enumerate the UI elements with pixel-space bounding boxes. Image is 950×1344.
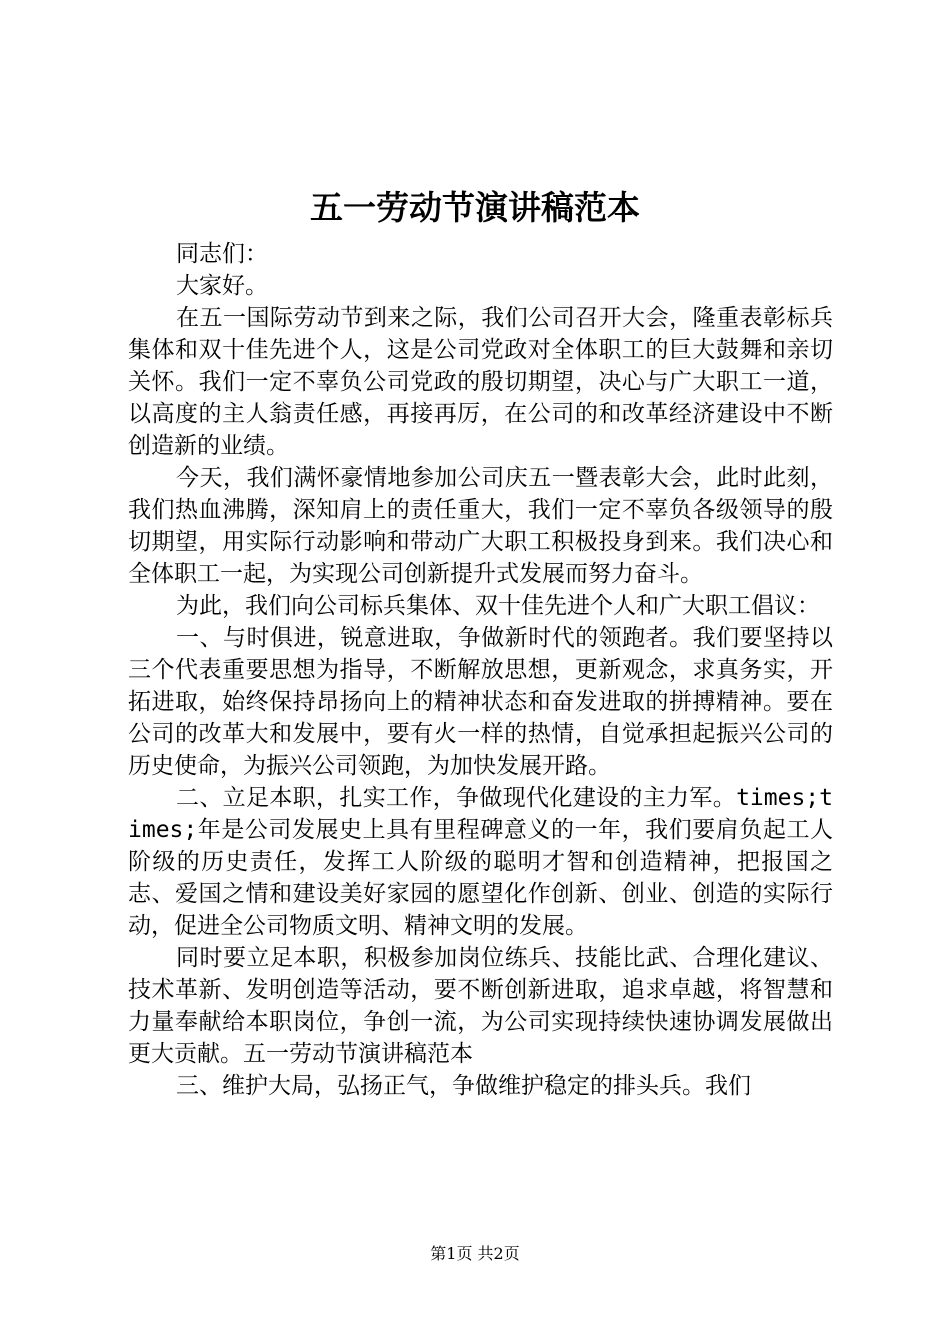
paragraph-point-three: 三、维护大局，弘扬正气，争做维护稳定的排头兵。我们 (176, 1073, 751, 1099)
paragraph-point-one: 一、与时俱进，锐意进取，争做新时代的领跑者。我们要坚持以三个代表重要思想为指导，不断解放思想，更新观念，求真务实，开拓进取，始终保持昂扬向上的精神状态和奋发进取的拼搏精神。要在公司的改革大和发展中，要有火一样的热情，自觉承担起振兴公司的历史使命，为振兴公司领跑，为加快发展开路。 (128, 625, 833, 779)
paragraph-hello: 大家好。 (176, 273, 268, 299)
paragraph-today: 今天，我们满怀豪情地参加公司庆五一暨表彰大会，此时此刻，我们热血沸腾，深知肩上的责任重大，我们一定不辜负各级领导的殷切期望，用实际行动影响和带动广大职工积极投身到来。我们决心和全体职工一起，为实现公司创新提升式发展而努力奋斗。 (128, 465, 833, 587)
paragraph-point-two-cont: 同时要立足本职，积极参加岗位练兵、技能比武、合理化建议、技术革新、发明创造等活动，要不断创新进取，追求卓越，将智慧和力量奉献给本职岗位，争创一流，为公司实现持续快速协调发展做出更大贡献。五一劳动节演讲稿范本 (128, 945, 833, 1067)
paragraph-intro: 在五一国际劳动节到来之际，我们公司召开大会，隆重表彰标兵集体和双十佳先进个人，这是公司党政对全体职工的巨大鼓舞和亲切关怀。我们一定不辜负公司党政的殷切期望，决心与广大职工一道，以高度的主人翁责任感，再接再厉，在公司的和改革经济建设中不断创造新的业绩。 (128, 305, 833, 459)
paragraph-greeting: 同志们： (176, 241, 268, 267)
page-number-footer: 第1页 共2页 (430, 1244, 520, 1263)
paragraph-point-two: 二、立足本职，扎实工作，争做现代化建设的主力军。times;times;年是公司发展史上具有里程碑意义的一年，我们要肩负起工人阶级的历史责任，发挥工人阶级的聪明才智和创造精神，把报国之志、爱国之情和建设美好家园的愿望化作创新、创业、创造的实际行动，促进全公司物质文明、精神文明的发展。 (128, 785, 833, 939)
document-body (128, 238, 833, 1102)
document-title: 五一劳动节演讲稿范本 (310, 188, 640, 227)
paragraph-proposal: 为此，我们向公司标兵集体、双十佳先进个人和广大职工倡议： (176, 593, 820, 619)
